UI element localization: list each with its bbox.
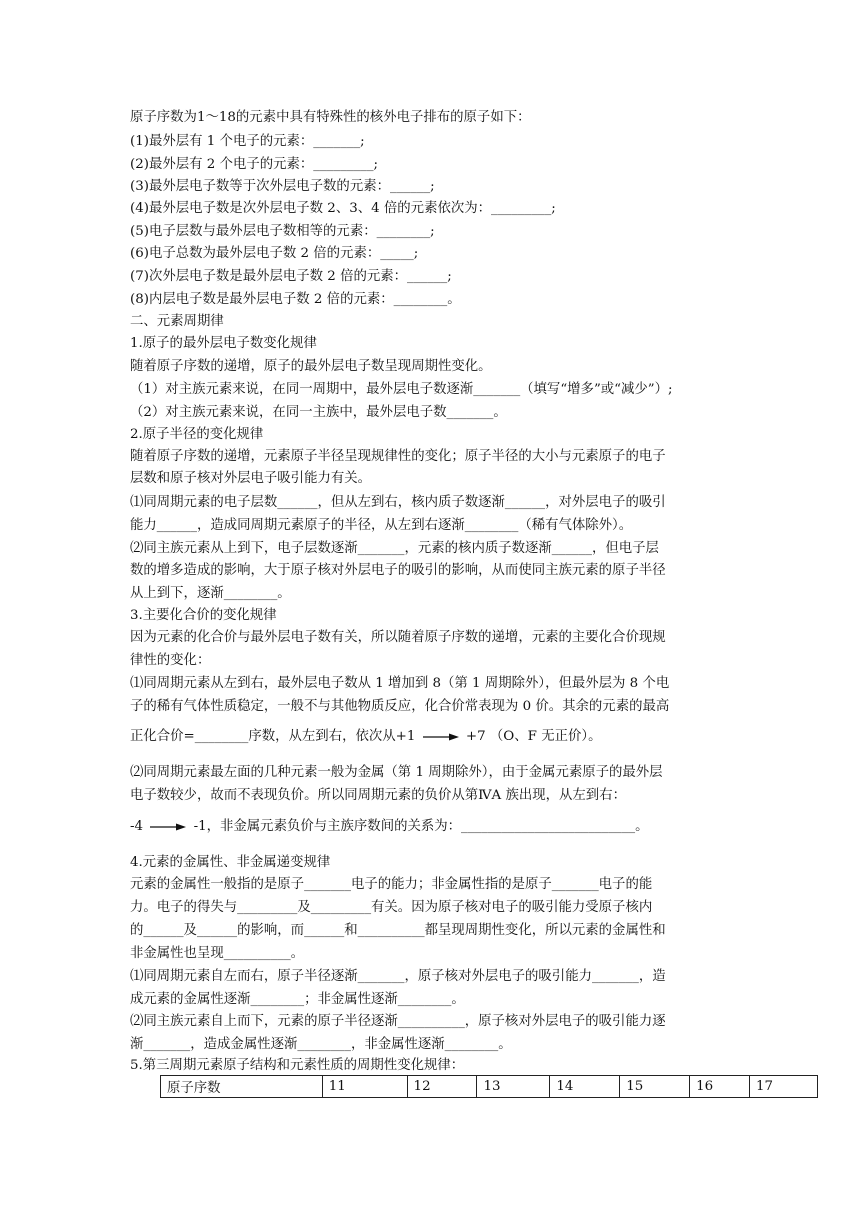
- atomic-number-cell: 13: [477, 1076, 550, 1098]
- subsection-2-item-b-line-1: ⑵同主族元素从上到下，电子层数逐渐_______，元素的核内质子数逐渐______，但电子层: [130, 541, 659, 556]
- subsection-3-title: 3.主要化合价的变化规律: [130, 608, 277, 623]
- question-7: (7)次外层电子数是最外层电子数 2 倍的元素：______;: [130, 269, 452, 284]
- negative-valence-end: -1，非金属元素负价与主族序数间的关系为：__________________________。: [193, 819, 649, 834]
- subsection-4-text-line-1: 元素的金属性一般指的是原子_______电子的能力；非金属性指的是原子_______电子的能: [130, 877, 653, 892]
- question-5: (5)电子层数与最外层电子数相等的元素：________;: [130, 224, 435, 239]
- question-1: (1)最外层有 1 个电子的元素：_______;: [130, 134, 365, 149]
- subsection-4-item-b-line-1: ⑵同主族元素自上而下，元素的原子半径逐渐__________，原子核对外层电子的吸引能力逐: [130, 1014, 666, 1029]
- subsection-3-text-line-1: 因为元素的化合价与最外层电子数有关，所以随着原子序数的递增，元素的主要化合价现规: [130, 630, 666, 645]
- atomic-number-cell: 17: [750, 1076, 818, 1098]
- subsection-4-text-line-2: 力。电子的得失与_________及_________有关。因为原子核对电子的吸引能力受原子核内: [130, 900, 653, 915]
- subsection-2-title: 2.原子半径的变化规律: [130, 427, 264, 442]
- subsection-4-text-line-4: 非金属性也呈现__________。: [130, 946, 305, 961]
- subsection-4-item-a-line-2: 成元素的金属性逐渐________；非金属性逐渐________。: [130, 992, 465, 1007]
- subsection-2-text-line-1: 随着原子序数的递增，元素原子半径呈现规律性的变化；原子半径的大小与元素原子的电子: [130, 449, 666, 464]
- subsection-2-text-line-2: 层数和原子核对外层电子吸引能力有关。: [130, 471, 372, 486]
- subsection-1-text: 随着原子序数的递增，原子的最外层电子数呈现周期性变化。: [130, 359, 492, 374]
- subsection-2-item-b-line-2: 数的增多造成的影响，大于原子核对外层电子的吸引的影响，从而使同主族元素的原子半径: [130, 563, 666, 578]
- valence-range-text-start: 正化合价=________序数，从左到右，依次从+1: [130, 729, 416, 744]
- subsection-4-title: 4.元素的金属性、非金属递变规律: [130, 855, 331, 870]
- subsection-4-item-a-line-1: ⑴同周期元素自左而右，原子半径逐渐_______，原子核对外层电子的吸引能力_______，造: [130, 969, 666, 984]
- table-row: [161, 1076, 818, 1098]
- question-3: (3)最外层电子数等于次外层电子数的元素：______;: [130, 179, 435, 194]
- subsection-3-text-line-2: 律性的变化：: [130, 653, 211, 668]
- subsection-1-item-a: （1）对主族元素来说，在同一周期中，最外层电子数逐渐_______（填写“增多”或“减少”）;: [130, 382, 673, 397]
- subsection-4-item-b-line-2: 渐_______，造成金属性逐渐________，非金属性逐渐________。: [130, 1037, 512, 1052]
- atomic-number-cell: 16: [690, 1076, 750, 1098]
- question-6: (6)电子总数为最外层电子数 2 倍的元素：_____;: [130, 246, 419, 261]
- subsection-2-item-a-line-2: 能力______，造成同周期元素原子的半径，从左到右逐渐________（稀有气体除外）。: [130, 518, 633, 533]
- subsection-1-title: 1.原子的最外层电子数变化规律: [130, 336, 317, 351]
- negative-valence-start: -4: [130, 819, 144, 834]
- atomic-number-cell: 15: [620, 1076, 690, 1098]
- table-header-cell: 原子序数: [161, 1076, 323, 1098]
- subsection-4-text-line-3: 的______及______的影响，而______和__________都呈现周期性变化，所以元素的金属性和: [130, 923, 666, 938]
- subsection-3-item-b-line-1: ⑵同周期元素最左面的几种元素一般为金属（第 1 周期除外），由于金属元素原子的最外层: [130, 765, 663, 780]
- question-8: (8)内层电子数是最外层电子数 2 倍的元素：________。: [130, 292, 461, 307]
- subsection-3-item-a-line-1: ⑴同周期元素从左到右，最外层电子数从 1 增加到 8（第 1 周期除外），但最外层为 8 个电: [130, 676, 670, 691]
- atomic-number-cell: 11: [322, 1076, 407, 1098]
- subsection-2-item-a-line-1: ⑴同周期元素的电子层数______，但从左到右，核内质子数逐渐______，对外层电子的吸引: [130, 495, 666, 510]
- subsection-1-item-b: （2）对主族元素来说，在同一主族中，最外层电子数_______。: [130, 405, 507, 420]
- section-heading-periodic-law: 二、元素周期律: [130, 314, 224, 329]
- arrow-right-icon: [150, 822, 186, 832]
- atomic-number-cell: 12: [407, 1076, 477, 1098]
- subsection-5-title: 5.第三周期元素原子结构和元素性质的周期性变化规律：: [130, 1058, 465, 1073]
- valence-range-text-end: +7 （O、F 无正价）。: [465, 729, 602, 744]
- subsection-2-item-b-line-3: 从上到下，逐渐________。: [130, 586, 291, 601]
- question-2: (2)最外层有 2 个电子的元素：_________;: [130, 157, 379, 172]
- intro-line: 原子序数为1～18的元素中具有特殊性的核外电子排布的原子如下：: [130, 110, 531, 125]
- subsection-3-item-a-line-2: 子的稀有气体性质稳定，一般不与其他物质反应，化合价常表现为 0 价。其余的元素的最高: [130, 699, 670, 714]
- subsection-3-item-a-line-3: [130, 727, 601, 746]
- atomic-number-cell: 14: [550, 1076, 620, 1098]
- period-3-table: [160, 1075, 818, 1098]
- subsection-3-item-b-line-2: 电子数较少，故而不表现负价。所以同周期元素的负价从第ⅣA 族出现，从左到右：: [130, 788, 626, 803]
- arrow-right-icon: [423, 732, 459, 742]
- question-4: (4)最外层电子数是次外层电子数 2、3、4 倍的元素依次为：_________;: [130, 201, 556, 216]
- subsection-3-item-b-line-3: [130, 817, 649, 836]
